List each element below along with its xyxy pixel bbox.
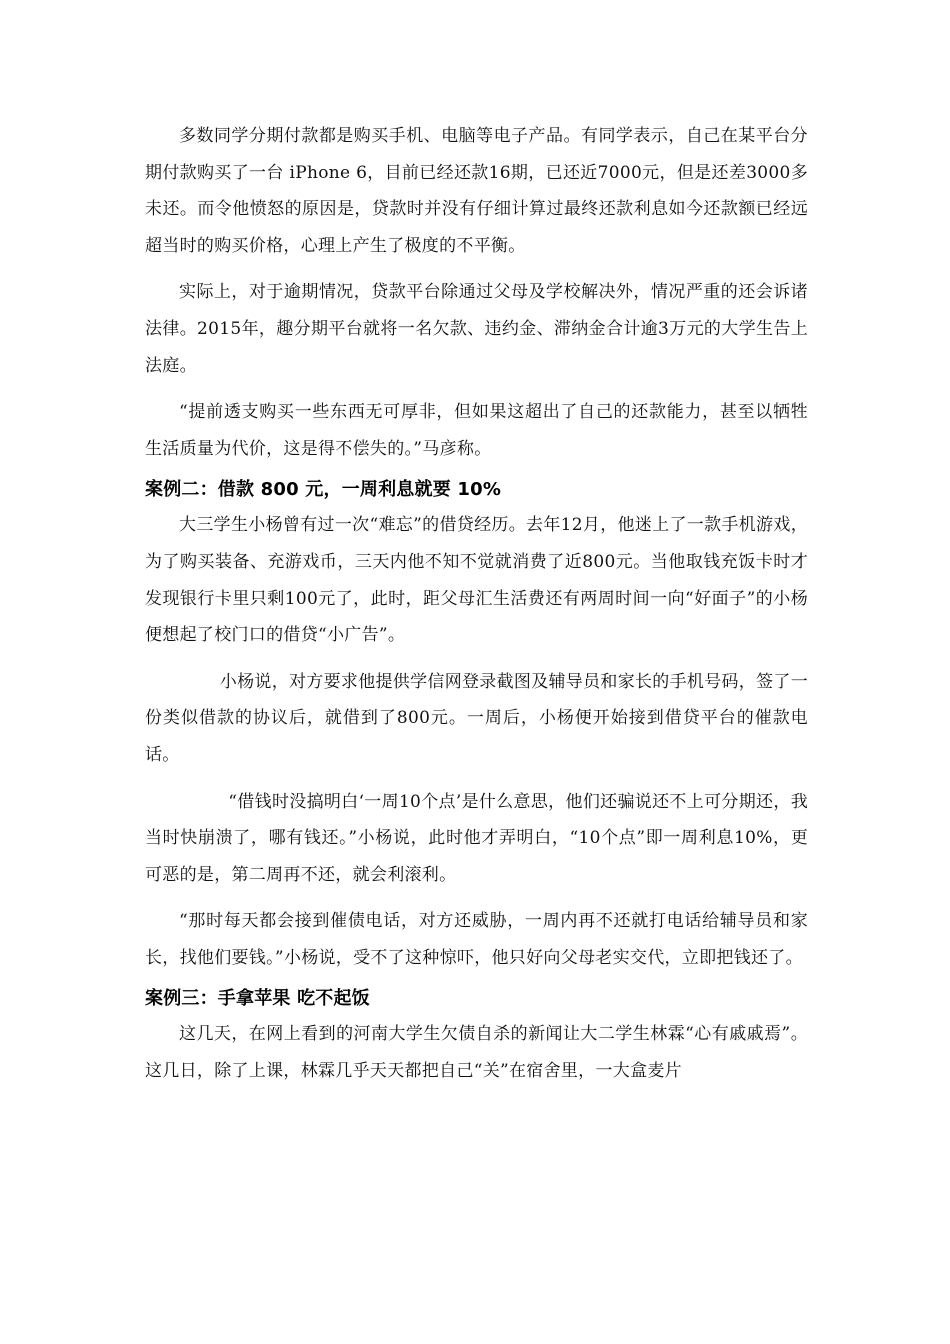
paragraph-ma-yan-quote: “提前透支购买一些东西无可厚非，但如果这超出了自己的还款能力，甚至以牺牲生活质量为代价，这是得不偿失的。”马彦称。 [145,402,808,459]
paragraph-xiaoyang-interest: “借钱时没搞明白‘一周10个点’是什么意思，他们还骗说还不上可分期还，我当时快崩溃了，哪有钱还。”小杨说，此时他才弄明白，“10个点”即一周利息10%，更可恶的是，第二周再不还，就会利滚利。 [145,791,808,885]
paragraph-linlin-news: 这几天，在网上看到的河南大学生欠债自杀的新闻让大二学生林霖“心有戚戚焉”。这几日，除了上课，林霖几乎天天都把自己“关”在宿舍里，一大盒麦片 [145,1024,808,1082]
paragraph-overdue-lawsuit: 实际上，对于逾期情况，贷款平台除通过父母及学校解决外，情况严重的还会诉诸法律。2015年，趣分期平台就将一名欠款、违约金、滞纳金合计逾3万元的大学生告上法庭。 [145,282,808,376]
heading-case-three: 案例三：手拿苹果 吃不起饭 [145,988,370,1010]
paragraph-xiaoyang-experience: 大三学生小杨曾有过一次“难忘”的借贷经历。去年12月，他迷上了一款手机游戏，为了购买装备、充游戏币，三天内他不知不觉就消费了近800元。当他取钱充饭卡时才发现银行卡里只剩100元了，此时，距父母汇生活费还有两周时间一向“好面子”的小杨便想起了校门口的借贷“小广告”。 [145,515,808,646]
paragraph-xiaoyang-threat: “那时每天都会接到催债电话，对方还威胁，一周内再不还就打电话给辅导员和家长，找他们要钱。”小杨说，受不了这种惊吓，他只好向父母老实交代，立即把钱还了。 [145,911,808,968]
heading-case-two: 案例二：借款 800 元，一周利息就要 10% [145,479,502,501]
document-body [145,118,808,1090]
paragraph-installment-purchase: 多数同学分期付款都是购买手机、电脑等电子产品。有同学表示，自己在某平台分期付款购买了一台 iPhone 6，目前已经还款16期，已还近7000元，但是还差3000多未还。而令他愤怒的原因是，贷款时并没有仔细计算过最终还款利息如今还款额已经远超当时的购买价格，心理上产生了极度的不平衡。 [145,126,808,256]
paragraph-xiaoyang-agreement: 小杨说，对方要求他提供学信网登录截图及辅导员和家长的手机号码，签了一份类似借款的协议后，就借到了800元。一周后，小杨便开始接到借贷平台的催款电话。 [145,671,808,765]
